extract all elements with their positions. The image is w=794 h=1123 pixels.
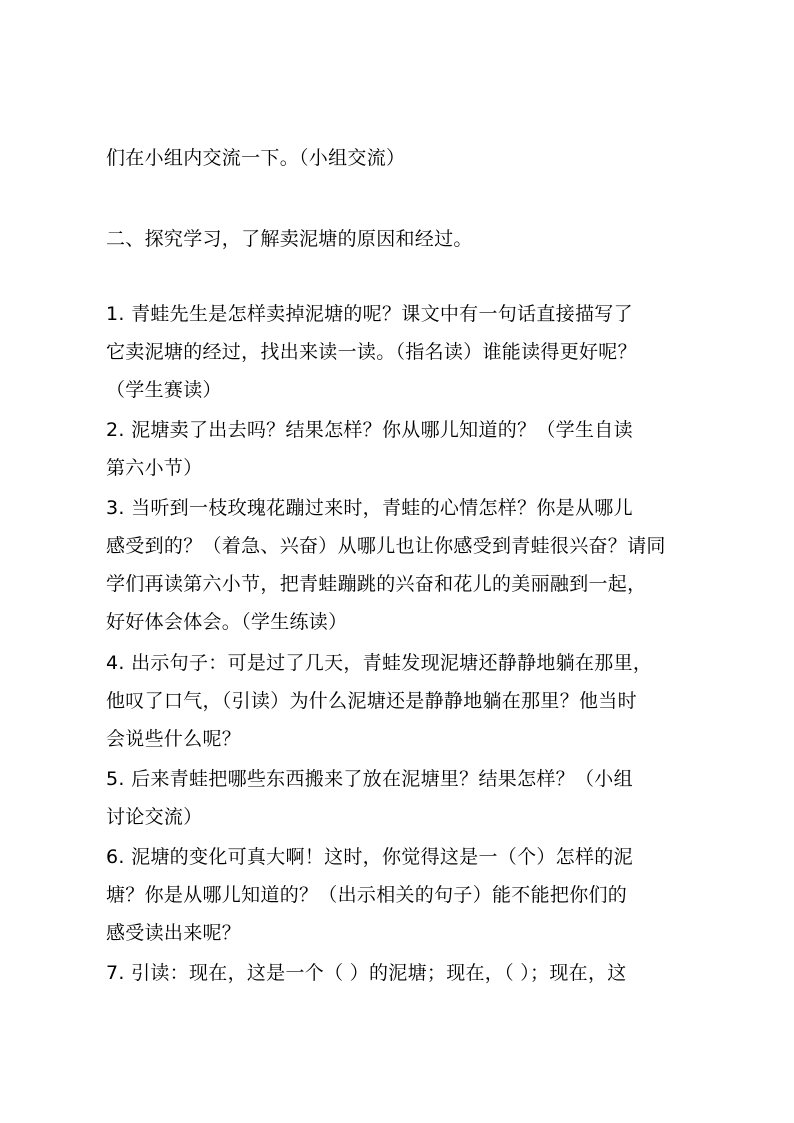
item-2-line-1: 2. 泥塘卖了出去吗？结果怎样？你从哪儿知道的？（学生自读 [106, 419, 633, 441]
item-6-line-3: 感受读出来呢？ [106, 922, 242, 944]
item-5-line-1: 5. 后来青蛙把哪些东西搬来了放在泥塘里？结果怎样？（小组 [106, 768, 633, 790]
item-4-line-1: 4. 出示句子：可是过了几天，青蛙发现泥塘还静静地躺在那里， [106, 652, 653, 674]
item-4-line-3: 会说些什么呢？ [106, 728, 242, 750]
item-1-line-1: 1. 青蛙先生是怎样卖掉泥塘的呢？课文中有一句话直接描写了 [106, 303, 633, 325]
item-1-line-3: （学生赛读） [106, 379, 222, 401]
item-6-line-1: 6. 泥塘的变化可真大啊！这时，你觉得这是一（个）怎样的泥 [106, 846, 633, 868]
intro-line: 们在小组内交流一下。（小组交流） [106, 147, 406, 169]
item-2-line-2: 第六小节） [106, 457, 203, 479]
item-3-line-4: 好好体会体会。（学生练读） [106, 611, 348, 633]
item-7-line-1: 7. 引读：现在，这是一个（ ）的泥塘；现在，（ ）；现在，这 [106, 962, 627, 984]
item-3-line-2: 感受到的？（着急、兴奋）从哪儿也让你感受到青蛙很兴奋？请同 [106, 535, 666, 557]
item-4-line-2: 他叹了口气，（引读）为什么泥塘还是静静地躺在那里？他当时 [106, 690, 637, 712]
item-3-line-3: 学们再读第六小节，把青蛙蹦跳的兴奋和花儿的美丽融到一起， [106, 573, 647, 595]
item-1-line-2: 它卖泥塘的经过，找出来读一读。（指名读）谁能读得更好呢？ [106, 341, 637, 363]
item-3-line-1: 3. 当听到一枝玫瑰花蹦过来时，青蛙的心情怎样？你是从哪儿 [106, 497, 633, 519]
item-6-line-2: 塘？你是从哪儿知道的？（出示相关的句子）能不能把你们的 [106, 884, 628, 906]
item-5-line-2: 讨论交流） [106, 806, 203, 828]
section-heading: 二、探究学习，了解卖泥塘的原因和经过。 [106, 228, 473, 250]
